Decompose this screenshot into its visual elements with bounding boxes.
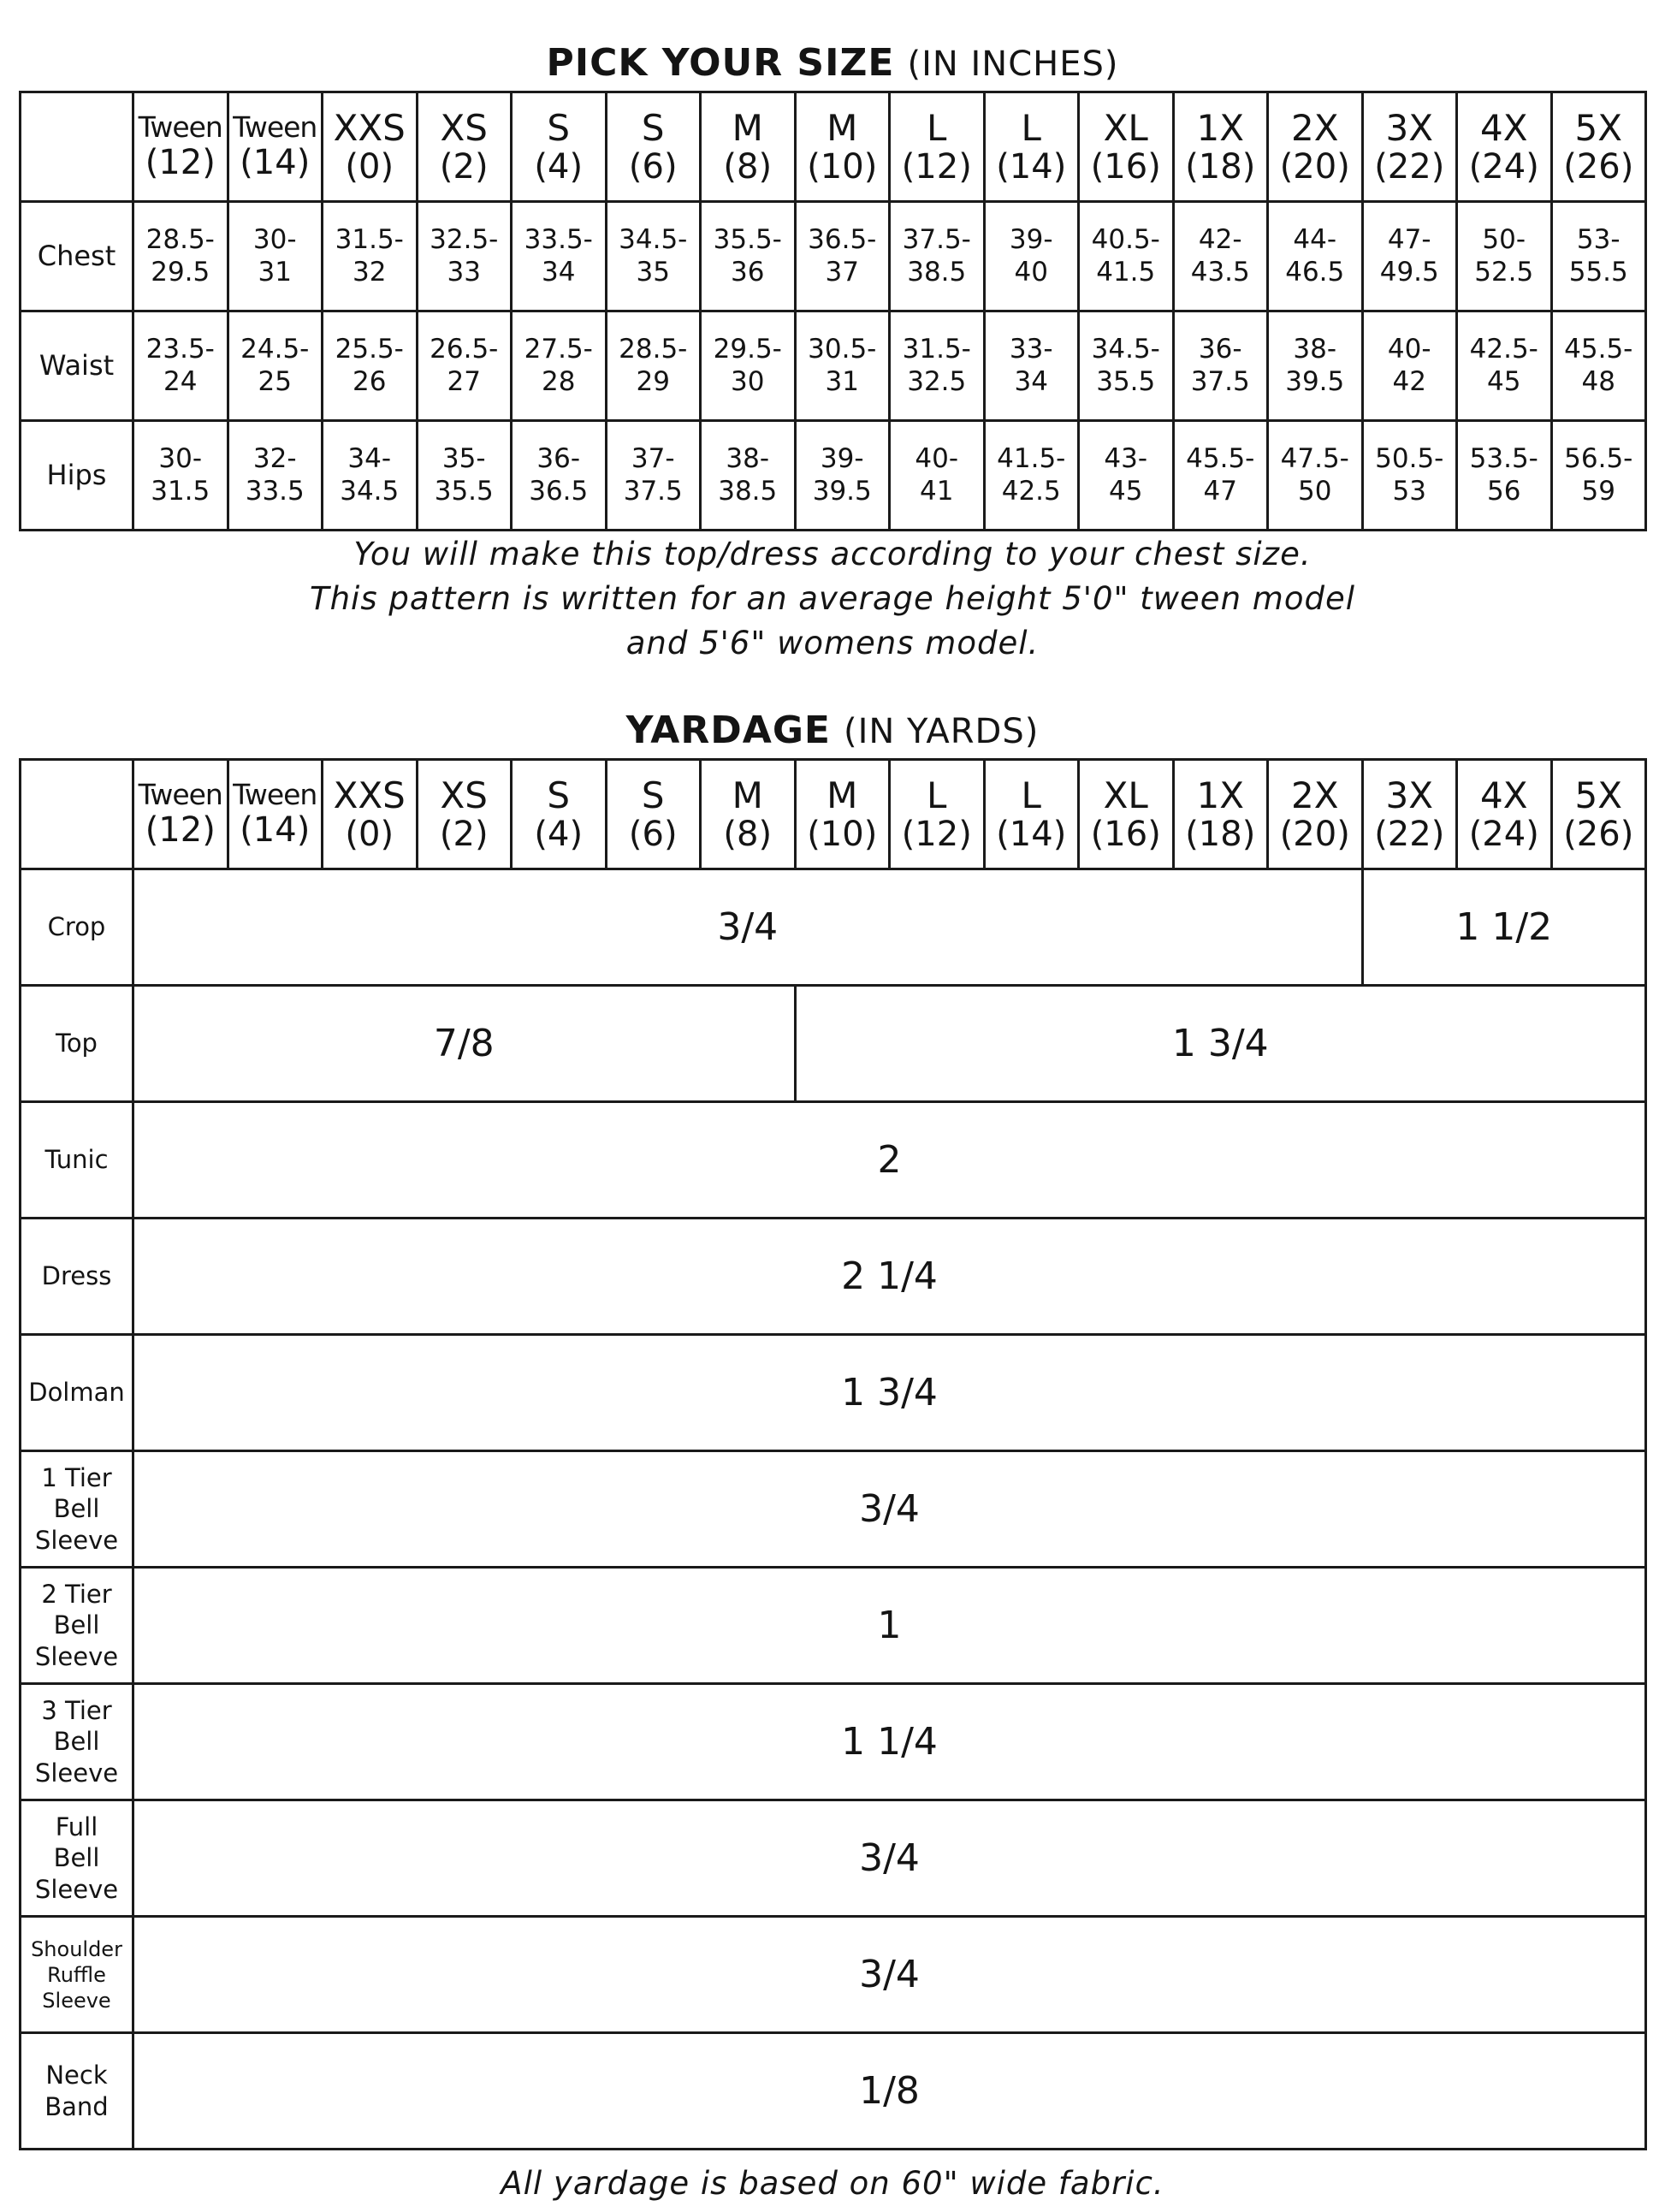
size-label: 2X [1291, 774, 1339, 816]
yardage-label: Dress [21, 1219, 133, 1335]
yardage-row [21, 1800, 1646, 1917]
measurement-value: 24.5- 25 [228, 311, 323, 421]
measurement-value: 40- 41 [890, 421, 985, 531]
size-number: (2) [439, 814, 489, 854]
yardage-value: 3/4 [133, 1451, 1646, 1568]
measurement-value: 32.5- 33 [417, 202, 512, 311]
measurement-value: 38- 38.5 [701, 421, 796, 531]
yardage-label: Neck Band [21, 2033, 133, 2150]
yardage-value: 2 1/4 [133, 1219, 1646, 1335]
yardage-chart-size-header [1173, 760, 1268, 869]
measurement-value: 41.5- 42.5 [984, 421, 1079, 531]
measurement-value: 47- 49.5 [1362, 202, 1457, 311]
yardage-value: 3/4 [133, 1800, 1646, 1917]
size-note-line-1: You will make this top/dress according to your chest size. [353, 536, 1312, 572]
yardage-chart-size-header [606, 760, 701, 869]
yardage-chart-unit: (IN YARDS) [844, 712, 1040, 751]
yardage-value: 1/8 [133, 2033, 1646, 2150]
measurement-value: 39- 39.5 [795, 421, 890, 531]
measurement-value: 56.5- 59 [1551, 421, 1646, 531]
size-number: (4) [534, 814, 584, 854]
measurement-value: 30- 31 [228, 202, 323, 311]
size-note-line-2: This pattern is written for an average height 5'0" tween model [310, 580, 1355, 617]
size-label: S [547, 774, 571, 816]
yardage-label: Full Bell Sleeve [21, 1800, 133, 1917]
size-chart-size-header [323, 92, 418, 202]
measurement-value: 39- 40 [984, 202, 1079, 311]
measurement-value: 28.5- 29 [606, 311, 701, 421]
measurement-row [21, 202, 1646, 311]
yardage-label: Dolman [21, 1335, 133, 1451]
measurement-value: 34.5- 35 [606, 202, 701, 311]
size-label: 5X [1574, 774, 1622, 816]
yardage-value: 1 1/2 [1362, 869, 1646, 986]
measurement-value: 50- 52.5 [1457, 202, 1552, 311]
yardage-label: Top [21, 986, 133, 1102]
yardage-value: 1 [133, 1568, 1646, 1684]
size-label: XL [1103, 106, 1148, 149]
size-label: 4X [1480, 106, 1528, 149]
size-number: (26) [1563, 814, 1634, 854]
measurement-value: 32- 33.5 [228, 421, 323, 531]
size-label: M [732, 106, 763, 149]
measurement-value: 44- 46.5 [1268, 202, 1363, 311]
size-number: (24) [1468, 146, 1539, 187]
size-chart-size-header [1173, 92, 1268, 202]
size-label: XS [440, 774, 488, 816]
size-label: S [641, 106, 665, 149]
yardage-label: Tunic [21, 1102, 133, 1219]
size-number: (22) [1374, 146, 1445, 187]
measurement-value: 43- 45 [1079, 421, 1174, 531]
yardage-chart-size-header [1551, 760, 1646, 869]
yardage-value: 3/4 [133, 1917, 1646, 2033]
yardage-chart-size-header [795, 760, 890, 869]
yardage-row [21, 1335, 1646, 1451]
measurement-label: Hips [21, 421, 133, 531]
size-label: 3X [1385, 774, 1433, 816]
size-label: 2X [1291, 106, 1339, 149]
size-chart-corner-cell [21, 92, 133, 202]
yardage-chart-size-header [701, 760, 796, 869]
yardage-label: Shoulder Ruffle Sleeve [21, 1917, 133, 2033]
measurement-value: 31.5- 32.5 [890, 311, 985, 421]
size-label: XL [1103, 774, 1148, 816]
yardage-row [21, 869, 1646, 986]
measurement-value: 53.5- 56 [1457, 421, 1552, 531]
size-label: Tween [138, 777, 222, 811]
yardage-chart-size-header [1362, 760, 1457, 869]
yardage-value: 1 3/4 [795, 986, 1646, 1102]
measurement-value: 40.5- 41.5 [1079, 202, 1174, 311]
size-label: L [927, 774, 947, 816]
measurement-value: 31.5- 32 [323, 202, 418, 311]
size-number: (16) [1090, 814, 1161, 854]
size-label: XXS [333, 106, 406, 149]
measurement-row [21, 311, 1646, 421]
measurement-value: 23.5- 24 [133, 311, 228, 421]
measurement-value: 36.5- 37 [795, 202, 890, 311]
yardage-chart-header-row [21, 760, 1646, 869]
size-chart-header-row [21, 92, 1646, 202]
yardage-row [21, 1568, 1646, 1684]
yardage-label: 2 Tier Bell Sleeve [21, 1568, 133, 1684]
yardage-chart-size-header [984, 760, 1079, 869]
yardage-row [21, 1917, 1646, 2033]
measurement-value: 35- 35.5 [417, 421, 512, 531]
size-chart-size-header [890, 92, 985, 202]
size-chart-title [0, 41, 1665, 85]
yardage-value: 1 3/4 [133, 1335, 1646, 1451]
size-number: (10) [807, 814, 878, 854]
size-label: L [1021, 774, 1041, 816]
size-number: (2) [439, 146, 489, 187]
size-label: M [827, 106, 858, 149]
measurement-value: 38- 39.5 [1268, 311, 1363, 421]
yardage-label: 1 Tier Bell Sleeve [21, 1451, 133, 1568]
yardage-chart-title [0, 709, 1665, 752]
size-number: (18) [1185, 814, 1256, 854]
size-number: (0) [345, 814, 394, 854]
size-chart-table [19, 91, 1647, 531]
size-number: (14) [996, 814, 1067, 854]
size-label: S [547, 106, 571, 149]
measurement-value: 36- 37.5 [1173, 311, 1268, 421]
yardage-chart-size-header [1457, 760, 1552, 869]
size-number: (12) [901, 146, 972, 187]
yardage-chart-size-header [1268, 760, 1363, 869]
measurement-value: 34- 34.5 [323, 421, 418, 531]
measurement-value: 45.5- 48 [1551, 311, 1646, 421]
measurement-value: 53- 55.5 [1551, 202, 1646, 311]
yardage-value: 3/4 [133, 869, 1363, 986]
size-number: (0) [345, 146, 394, 187]
size-number: (14) [996, 146, 1067, 187]
size-number: (8) [723, 146, 773, 187]
size-note-line-3: and 5'6" womens model. [625, 625, 1040, 661]
size-number: (8) [723, 814, 773, 854]
measurement-value: 30- 31.5 [133, 421, 228, 531]
size-number: (20) [1279, 814, 1350, 854]
yardage-chart-size-header [417, 760, 512, 869]
size-chart-size-header [228, 92, 323, 202]
size-chart-size-header [1268, 92, 1363, 202]
size-chart-size-header [133, 92, 228, 202]
size-number: (26) [1563, 146, 1634, 187]
yardage-chart-table [19, 758, 1647, 2150]
size-chart-size-header [1362, 92, 1457, 202]
size-label: M [827, 774, 858, 816]
size-number: (18) [1185, 146, 1256, 187]
size-number: (6) [628, 814, 678, 854]
size-label: S [641, 774, 665, 816]
size-label: L [1021, 106, 1041, 149]
size-number: (14) [240, 809, 311, 850]
measurement-value: 40- 42 [1362, 311, 1457, 421]
size-chart-size-header [606, 92, 701, 202]
size-number: (16) [1090, 146, 1161, 187]
yardage-chart-size-header [228, 760, 323, 869]
size-chart-size-header [1551, 92, 1646, 202]
yardage-chart-size-header [133, 760, 228, 869]
size-chart-title-text: PICK YOUR SIZE [546, 41, 895, 85]
size-chart-size-header [1457, 92, 1552, 202]
size-chart-unit: (IN INCHES) [907, 44, 1119, 84]
measurement-value: 47.5- 50 [1268, 421, 1363, 531]
measurement-value: 29.5- 30 [701, 311, 796, 421]
yardage-label: Crop [21, 869, 133, 986]
measurement-label: Waist [21, 311, 133, 421]
measurement-value: 37.5- 38.5 [890, 202, 985, 311]
yardage-chart-corner-cell [21, 760, 133, 869]
measurement-value: 30.5- 31 [795, 311, 890, 421]
yardage-chart-size-header [1079, 760, 1174, 869]
size-label: Tween [233, 110, 317, 144]
size-chart-size-header [1079, 92, 1174, 202]
measurement-value: 25.5- 26 [323, 311, 418, 421]
size-label: 5X [1574, 106, 1622, 149]
yardage-chart-size-header [512, 760, 607, 869]
size-number: (12) [901, 814, 972, 854]
size-label: Tween [233, 777, 317, 811]
measurement-value: 33.5- 34 [512, 202, 607, 311]
size-label: 1X [1196, 106, 1244, 149]
yardage-chart-size-header [323, 760, 418, 869]
yardage-value: 7/8 [133, 986, 796, 1102]
size-chart-size-header [984, 92, 1079, 202]
size-chart-size-header [417, 92, 512, 202]
size-chart-size-header [795, 92, 890, 202]
size-number: (24) [1468, 814, 1539, 854]
measurement-value: 26.5- 27 [417, 311, 512, 421]
measurement-value: 42.5- 45 [1457, 311, 1552, 421]
yardage-chart-size-header [890, 760, 985, 869]
yardage-row [21, 986, 1646, 1102]
size-chart-size-header [701, 92, 796, 202]
size-label: 3X [1385, 106, 1433, 149]
yardage-value: 2 [133, 1102, 1646, 1219]
yardage-note: All yardage is based on 60" wide fabric. [501, 2165, 1164, 2202]
size-label: 4X [1480, 774, 1528, 816]
size-label: Tween [138, 110, 222, 144]
size-label: 1X [1196, 774, 1244, 816]
yardage-row [21, 2033, 1646, 2150]
yardage-row [21, 1451, 1646, 1568]
measurement-label: Chest [21, 202, 133, 311]
size-number: (14) [240, 142, 311, 182]
measurement-value: 35.5- 36 [701, 202, 796, 311]
size-chart-size-header [512, 92, 607, 202]
measurement-value: 37- 37.5 [606, 421, 701, 531]
size-number: (12) [145, 142, 216, 182]
measurement-value: 42- 43.5 [1173, 202, 1268, 311]
yardage-row [21, 1102, 1646, 1219]
yardage-label: 3 Tier Bell Sleeve [21, 1684, 133, 1800]
size-number: (20) [1279, 146, 1350, 187]
size-label: M [732, 774, 763, 816]
size-number: (6) [628, 146, 678, 187]
yardage-value: 1 1/4 [133, 1684, 1646, 1800]
measurement-value: 36- 36.5 [512, 421, 607, 531]
yardage-row [21, 1219, 1646, 1335]
size-number: (12) [145, 809, 216, 850]
size-label: XS [440, 106, 488, 149]
measurement-value: 27.5- 28 [512, 311, 607, 421]
measurement-value: 28.5- 29.5 [133, 202, 228, 311]
size-label: XXS [333, 774, 406, 816]
measurement-value: 34.5- 35.5 [1079, 311, 1174, 421]
size-number: (22) [1374, 814, 1445, 854]
size-label: L [927, 106, 947, 149]
measurement-value: 50.5- 53 [1362, 421, 1457, 531]
yardage-chart-title-text: YARDAGE [625, 709, 831, 752]
yardage-row [21, 1684, 1646, 1800]
measurement-row [21, 421, 1646, 531]
measurement-value: 33- 34 [984, 311, 1079, 421]
size-number: (4) [534, 146, 584, 187]
size-number: (10) [807, 146, 878, 187]
measurement-value: 45.5- 47 [1173, 421, 1268, 531]
